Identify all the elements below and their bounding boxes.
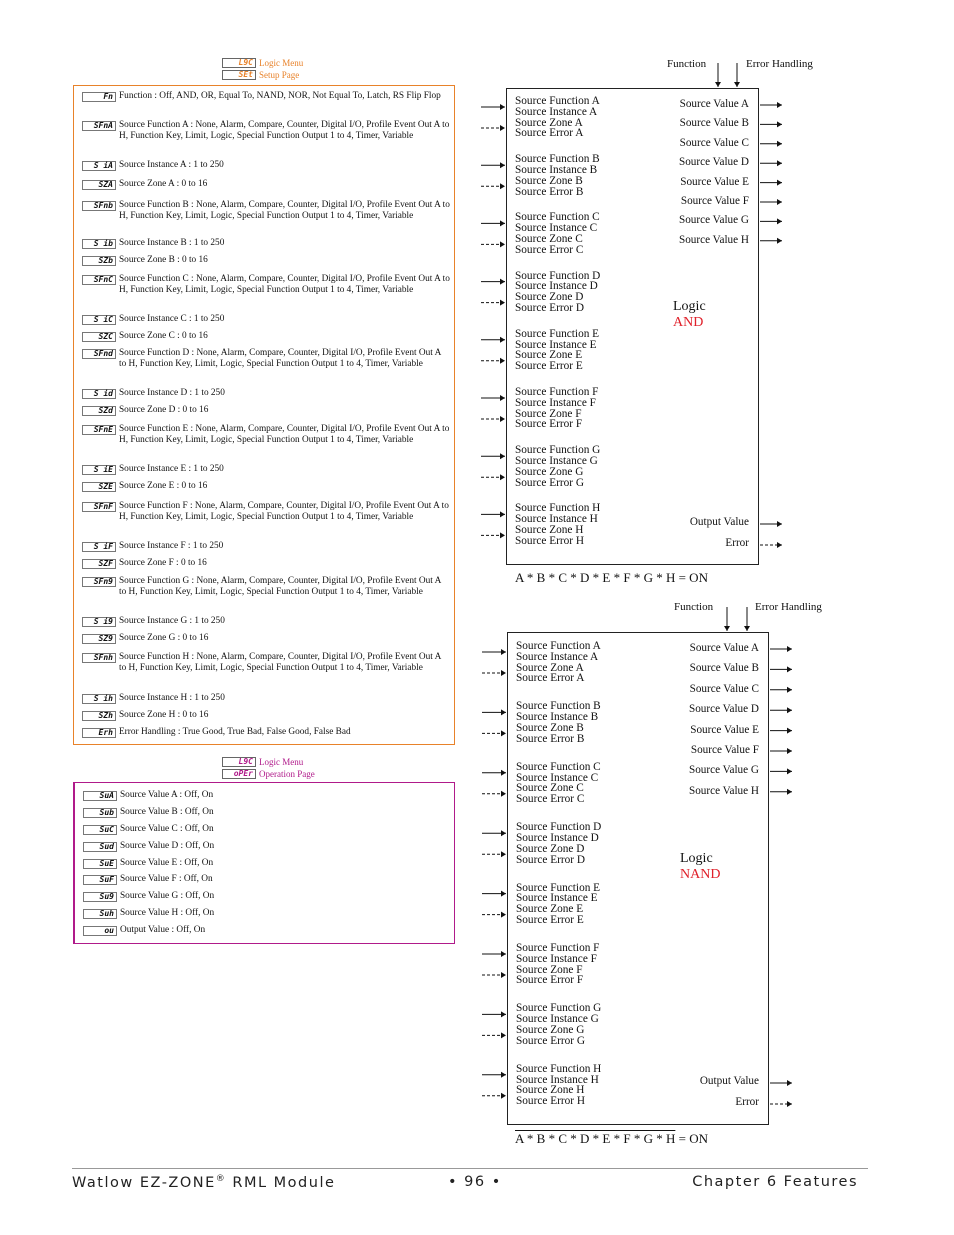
input-label: Source Function A [516,640,601,652]
input-label: Source Error C [515,243,584,256]
parameter-description: Source Value C : Off, On [120,824,214,834]
input-label: Source Instance A [515,105,598,118]
lcd-code: Sub [83,808,117,818]
menu-label: Logic Menu [259,757,304,767]
input-label: Source Error C [516,793,585,806]
input-label: Source Error E [516,913,584,926]
source-value-output: Source Value C [679,136,749,149]
source-value-output: Source Value A [689,642,759,654]
input-label: Source Instance E [516,892,598,905]
parameter-description: Source Value E : Off, On [120,858,214,868]
footer-chapter: Chapter 6 Features [692,1174,858,1190]
input-label: Source Zone C [515,232,583,245]
lcd-code: S iC [82,315,116,325]
parameter-description: Source Value G : Off, On [120,891,215,901]
equation-overlined: A * B * C * D * E * F * G * H [515,1131,676,1146]
input-label: Source Error B [515,185,584,198]
input-label: Source Function C [516,760,601,773]
input-label: Source Error F [516,974,584,987]
lcd-code: SFnA [82,121,116,131]
logic-equation: A * B * C * D * E * F * G * H = ON [515,570,708,585]
source-value-output: Source Value C [689,682,759,695]
lcd-code: S id [82,389,116,399]
function-label: Function [674,601,714,613]
lcd-code: SZF [82,559,116,569]
lcd-code: SFnd [82,349,116,359]
parameter-description: Source Value A : Off, On [120,790,214,800]
lcd-code: SFnE [82,425,116,435]
input-label: Source Zone D [515,291,584,304]
lcd-code: SFnC [82,275,116,285]
logic-word: Logic [680,851,713,866]
lcd-code: L9C [222,757,256,767]
input-label: Source Instance D [515,280,598,293]
logic-operator: AND [673,315,704,330]
lcd-code: ou [83,926,117,936]
input-label: Source Instance H [515,513,598,526]
output-arrow [770,646,792,652]
parameter-description: Source Zone A : 0 to 16 [119,179,208,189]
parameter-description: Source Instance G : 1 to 250 [119,616,225,626]
lcd-code: Sud [83,842,117,852]
input-label: Source Function F [516,942,600,954]
input-label: Source Function A [515,95,600,107]
function-label: Function [667,58,707,70]
input-label: Source Function D [516,821,602,834]
error-input-arrow [482,1093,506,1099]
footer-product [72,1174,335,1191]
source-value-output: Source Value G [688,764,759,777]
error-output-arrow [770,1101,792,1107]
parameter-description: Source Zone D : 0 to 16 [119,405,209,415]
parameter-description: Source Function F : None, Alarm, Compare, Counter, Digital I/O, Profile Event Out A to H, Function Key, Limit, Logic, Special Function Output 1 to 4, Timer, Variable [119,501,449,523]
parameter-description: Source Function C : None, Alarm, Compare, Counter, Digital I/O, Profile Event Out A to H, Function Key, Limit, Logic, Special Function Output 1 to 4, Timer, Variable [119,274,450,296]
function-arrow [724,607,730,631]
input-label: Source Zone G [515,465,584,478]
input-label: Source Function H [516,1062,602,1075]
equation-result: = ON [675,1131,708,1146]
input-label: Source Instance C [515,222,598,235]
lcd-code: SEt [222,70,256,80]
parameter-description: Source Value H : Off, On [120,908,215,918]
input-label: Source Function B [515,153,600,166]
output-arrow [770,748,792,754]
footer-brand: Watlow EZ-ZONE [72,1174,216,1191]
input-label: Source Zone D [516,842,585,855]
parameter-description: Source Function B : None, Alarm, Compare, Counter, Digital I/O, Profile Event Out A to H, Function Key, Limit, Logic, Special Function Output 1 to 4, Timer, Variable [119,200,450,222]
input-label: Source Error G [516,1034,586,1047]
input-label: Source Zone B [515,174,583,187]
input-label: Source Error D [516,853,586,866]
lcd-code: S iF [82,542,116,552]
parameter-description: Function : Off, AND, OR, Equal To, NAND, NOR, Not Equal To, Latch, RS Flip Flop [119,91,441,101]
input-label: Source Instance F [515,396,596,409]
source-value-output: Source Value F [690,744,759,756]
output-value-label: Output Value [689,516,749,528]
footer-page-number: • 96 • [448,1174,502,1190]
input-label: Source Function B [516,700,601,713]
input-label: Source Error F [515,418,583,431]
lcd-code: SZA [82,180,116,190]
lcd-code: SuF [83,875,117,885]
source-value-output: Source Value B [679,117,749,130]
error-input-arrow [482,670,506,676]
input-label: Source Error G [515,476,585,489]
parameter-description: Source Instance E : 1 to 250 [119,464,224,474]
input-arrow [482,1011,506,1017]
input-label: Source Zone F [516,963,583,976]
error-input-arrow [482,791,506,797]
footer-module: RML Module [226,1174,336,1191]
parameter-description: Source Instance H : 1 to 250 [119,693,225,703]
input-label: Source Instance C [516,771,599,784]
output-value-arrow [770,1080,792,1086]
lcd-code: SZb [82,256,116,266]
source-value-output: Source Value D [678,156,749,169]
input-label: Source Zone G [516,1023,585,1036]
error-handling-label: Error Handling [746,58,813,70]
lcd-code: SZ9 [82,634,116,644]
input-arrow [482,891,506,897]
lcd-code: S ih [82,694,116,704]
lcd-code: oPEr [222,769,256,779]
lcd-code: SZC [82,332,116,342]
input-label: Source Function E [515,327,600,340]
input-label: Source Instance A [516,650,599,663]
source-value-output: Source Value B [689,662,759,675]
input-label: Source Function F [515,386,599,398]
parameter-description: Source Instance D : 1 to 250 [119,388,225,398]
error-input-arrow [482,730,506,736]
output-arrow [770,768,792,774]
parameter-description: Source Instance C : 1 to 250 [119,314,225,324]
parameter-description: Source Value D : Off, On [120,841,215,851]
logic-equation [515,1131,708,1147]
parameter-description: Error Handling : True Good, True Bad, False Good, False Bad [119,727,351,737]
input-label: Source Instance G [516,1013,599,1026]
input-arrow [482,951,506,957]
lcd-code: SFnh [82,653,116,663]
parameter-description: Source Function E : None, Alarm, Compare, Counter, Digital I/O, Profile Event Out A to H, Function Key, Limit, Logic, Special Function Output 1 to 4, Timer, Variable [119,424,450,446]
menu-label: Logic Menu [259,58,304,68]
input-label: Source Function C [515,211,600,224]
input-label: Source Function H [515,502,601,515]
input-label: Source Error H [515,534,585,547]
input-label: Source Instance G [515,454,598,467]
parameter-description: Source Instance F : 1 to 250 [119,541,224,551]
parameter-description: Source Function A : None, Alarm, Compare, Counter, Digital I/O, Profile Event Out A to H, Function Key, Limit, Logic, Special Function Output 1 to 4, Timer, Variable [119,120,450,142]
lcd-code: SZh [82,711,116,721]
parameter-description: Source Value F : Off, On [120,874,213,884]
source-value-output: Source Value E [690,723,759,736]
lcd-code: S iE [82,465,116,475]
input-label: Source Instance E [515,338,597,351]
source-value-output: Source Value F [680,195,749,207]
parameter-description: Source Zone C : 0 to 16 [119,331,208,341]
input-arrow [482,649,506,655]
logic-word: Logic [673,299,706,314]
input-label: Source Instance F [516,952,597,965]
lcd-code: L9C [222,58,256,68]
output-arrow [770,728,792,734]
input-label: Source Zone B [516,721,584,734]
input-label: Source Error D [515,301,585,314]
error-input-arrow [482,912,506,918]
lcd-code: SFnb [82,201,116,211]
lcd-code: SFnF [82,502,116,512]
registered-mark: ® [215,1174,227,1184]
footer-rule [72,1168,868,1169]
input-label: Source Instance B [516,711,599,724]
lcd-code: Suh [83,909,117,919]
input-label: Source Error E [515,360,583,373]
lcd-code: SuA [83,791,117,801]
page-label: Operation Page [259,769,315,779]
lcd-code: Fn [82,92,116,102]
source-value-output: Source Value D [688,703,759,716]
input-label: Source Instance D [516,831,599,844]
parameter-description: Source Function H : None, Alarm, Compare, Counter, Digital I/O, Profile Event Out A to H, Function Key, Limit, Logic, Special Function Output 1 to 4, Timer, Variable [119,652,441,674]
source-value-output: Source Value H [688,784,759,797]
error-output-label: Error [725,537,749,549]
page-label: Setup Page [259,70,300,80]
input-label: Source Zone A [515,116,583,129]
input-label: Source Zone E [516,903,584,916]
logic-operator: NAND [680,867,721,882]
input-arrow [482,770,506,776]
lcd-code: S iA [82,161,116,171]
input-label: Source Function G [515,444,601,457]
output-arrow [770,707,792,713]
input-label: Source Function E [516,881,601,894]
source-value-output: Source Value A [679,98,749,110]
source-value-output: Source Value H [678,233,749,246]
input-label: Source Zone C [516,782,584,795]
parameter-description: Source Function D : None, Alarm, Compare, Counter, Digital I/O, Profile Event Out A to H, Function Key, Limit, Logic, Special Function Output 1 to 4, Timer, Variable [119,348,441,370]
parameter-description: Source Zone G : 0 to 16 [119,633,209,643]
output-arrow [770,687,792,693]
error-input-arrow [482,972,506,978]
input-label: Source Zone F [515,407,582,420]
input-label: Source Zone H [516,1084,585,1097]
output-arrow [770,789,792,795]
parameter-description: Output Value : Off, On [120,925,206,935]
parameter-description: Source Zone E : 0 to 16 [119,481,208,491]
input-arrow [482,1072,506,1078]
lcd-code: SFn9 [82,577,116,587]
parameter-description: Source Zone H : 0 to 16 [119,710,209,720]
lcd-code: S i9 [82,617,116,627]
error-input-arrow [482,1032,506,1038]
output-arrow [770,666,792,672]
parameter-description: Source Zone B : 0 to 16 [119,255,208,265]
source-value-output: Source Value G [678,214,749,227]
input-arrow [482,830,506,836]
parameter-description: Source Instance B : 1 to 250 [119,238,225,248]
input-label: Source Error A [515,127,584,140]
input-label: Source Zone E [515,349,583,362]
lcd-code: SZE [82,482,116,492]
error-handling-arrow [744,607,750,631]
input-label: Source Zone A [516,661,584,674]
lcd-code: SuC [83,825,117,835]
input-label: Source Error A [516,672,585,685]
source-value-output: Source Value E [680,175,749,188]
lcd-code: Su9 [83,892,117,902]
parameter-description: Source Instance A : 1 to 250 [119,160,224,170]
lcd-code: S ib [82,239,116,249]
lcd-code: Erh [82,728,116,738]
parameter-description: Source Zone F : 0 to 16 [119,558,207,568]
output-value-label: Output Value [699,1075,759,1087]
parameter-description: Source Function G : None, Alarm, Compare, Counter, Digital I/O, Profile Event Out A to H, Function Key, Limit, Logic, Special Function Output 1 to 4, Timer, Variable [119,576,441,598]
error-input-arrow [482,851,506,857]
input-label: Source Error B [516,732,585,745]
input-label: Source Function G [516,1002,602,1015]
input-label: Source Instance H [516,1073,599,1086]
input-label: Source Error H [516,1095,586,1108]
error-handling-label: Error Handling [755,601,822,613]
input-arrow [482,709,506,715]
lcd-code: SZd [82,406,116,416]
lcd-code: SuE [83,859,117,869]
parameter-description: Source Value B : Off, On [120,807,214,817]
input-label: Source Function D [515,269,601,282]
input-label: Source Zone H [515,523,584,536]
input-label: Source Instance B [515,163,598,176]
error-output-label: Error [735,1096,759,1108]
